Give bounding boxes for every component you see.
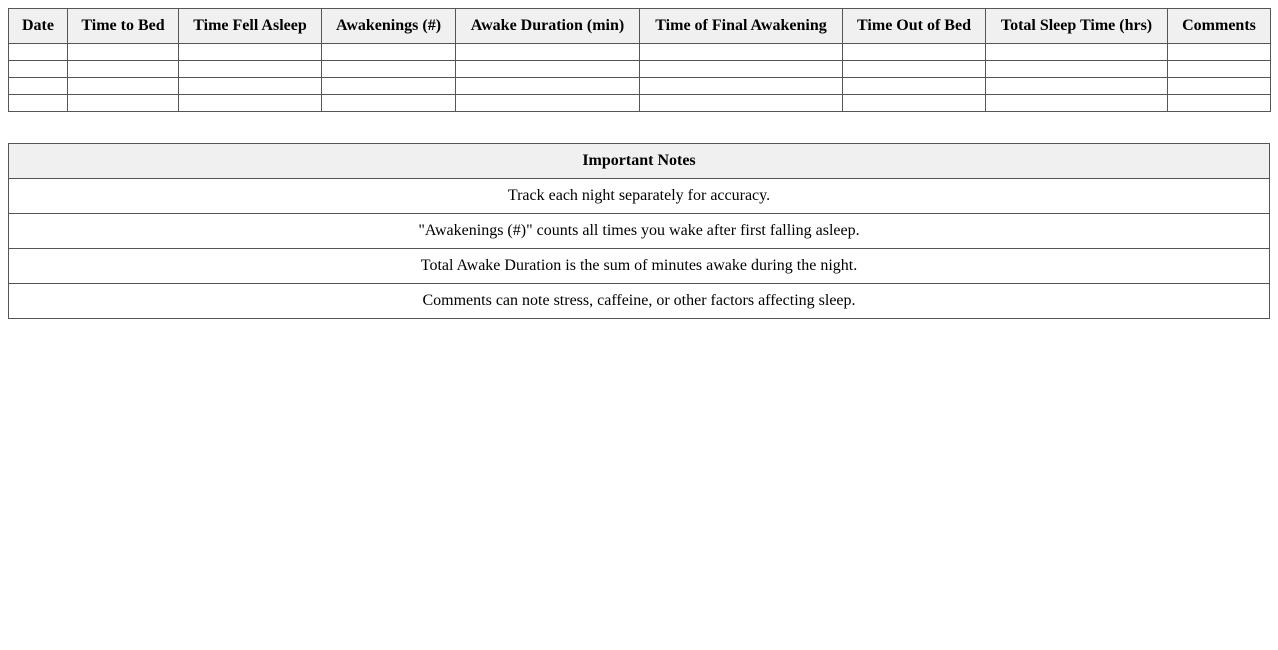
table-cell: [322, 95, 456, 112]
column-header-time-out-of-bed: Time Out of Bed: [843, 9, 986, 44]
table-cell: [1168, 95, 1271, 112]
table-cell: [9, 78, 68, 95]
table-cell: [456, 78, 640, 95]
note-row: [9, 249, 1270, 284]
note-item: "Awakenings (#)" counts all times you wake after first falling asleep.: [9, 214, 1270, 249]
note-item: Comments can note stress, caffeine, or other factors affecting sleep.: [9, 284, 1270, 319]
note-row: [9, 179, 1270, 214]
table-cell: [843, 78, 986, 95]
important-notes-table: [8, 143, 1270, 319]
table-cell: [640, 95, 843, 112]
table-cell: [322, 61, 456, 78]
table-cell: [179, 61, 322, 78]
column-header-comments: Comments: [1168, 9, 1271, 44]
table-cell: [640, 78, 843, 95]
table-cell: [322, 44, 456, 61]
note-row: [9, 214, 1270, 249]
table-cell: [1168, 78, 1271, 95]
column-header-awake-duration: Awake Duration (min): [456, 9, 640, 44]
table-row: [9, 61, 1271, 78]
table-cell: [1168, 44, 1271, 61]
table-cell: [68, 44, 179, 61]
column-header-awakenings: Awakenings (#): [322, 9, 456, 44]
table-cell: [456, 44, 640, 61]
table-cell: [68, 78, 179, 95]
table-cell: [986, 95, 1168, 112]
table-row: [9, 78, 1271, 95]
table-cell: [986, 78, 1168, 95]
table-cell: [322, 78, 456, 95]
table-cell: [9, 95, 68, 112]
table-cell: [986, 44, 1168, 61]
column-header-date: Date: [9, 9, 68, 44]
table-cell: [456, 61, 640, 78]
table-cell: [68, 95, 179, 112]
column-header-time-fell-asleep: Time Fell Asleep: [179, 9, 322, 44]
table-cell: [179, 44, 322, 61]
page-content: [8, 8, 1270, 319]
table-cell: [9, 61, 68, 78]
table-cell: [9, 44, 68, 61]
table-cell: [843, 61, 986, 78]
note-item: Total Awake Duration is the sum of minutes awake during the night.: [9, 249, 1270, 284]
note-item: Track each night separately for accuracy.: [9, 179, 1270, 214]
table-row: [9, 95, 1271, 112]
notes-header-row: [9, 144, 1270, 179]
sleep-log-table: [8, 8, 1271, 112]
table-cell: [640, 61, 843, 78]
table-cell: [843, 44, 986, 61]
table-cell: [986, 61, 1168, 78]
table-cell: [179, 78, 322, 95]
column-header-final-awakening: Time of Final Awakening: [640, 9, 843, 44]
column-header-total-sleep-time: Total Sleep Time (hrs): [986, 9, 1168, 44]
column-header-time-to-bed: Time to Bed: [68, 9, 179, 44]
note-row: [9, 284, 1270, 319]
table-cell: [456, 95, 640, 112]
table-row: [9, 44, 1271, 61]
table-cell: [1168, 61, 1271, 78]
table-cell: [640, 44, 843, 61]
table-cell: [68, 61, 179, 78]
table-cell: [843, 95, 986, 112]
table-cell: [179, 95, 322, 112]
notes-title: Important Notes: [9, 144, 1270, 179]
header-row: [9, 9, 1271, 44]
